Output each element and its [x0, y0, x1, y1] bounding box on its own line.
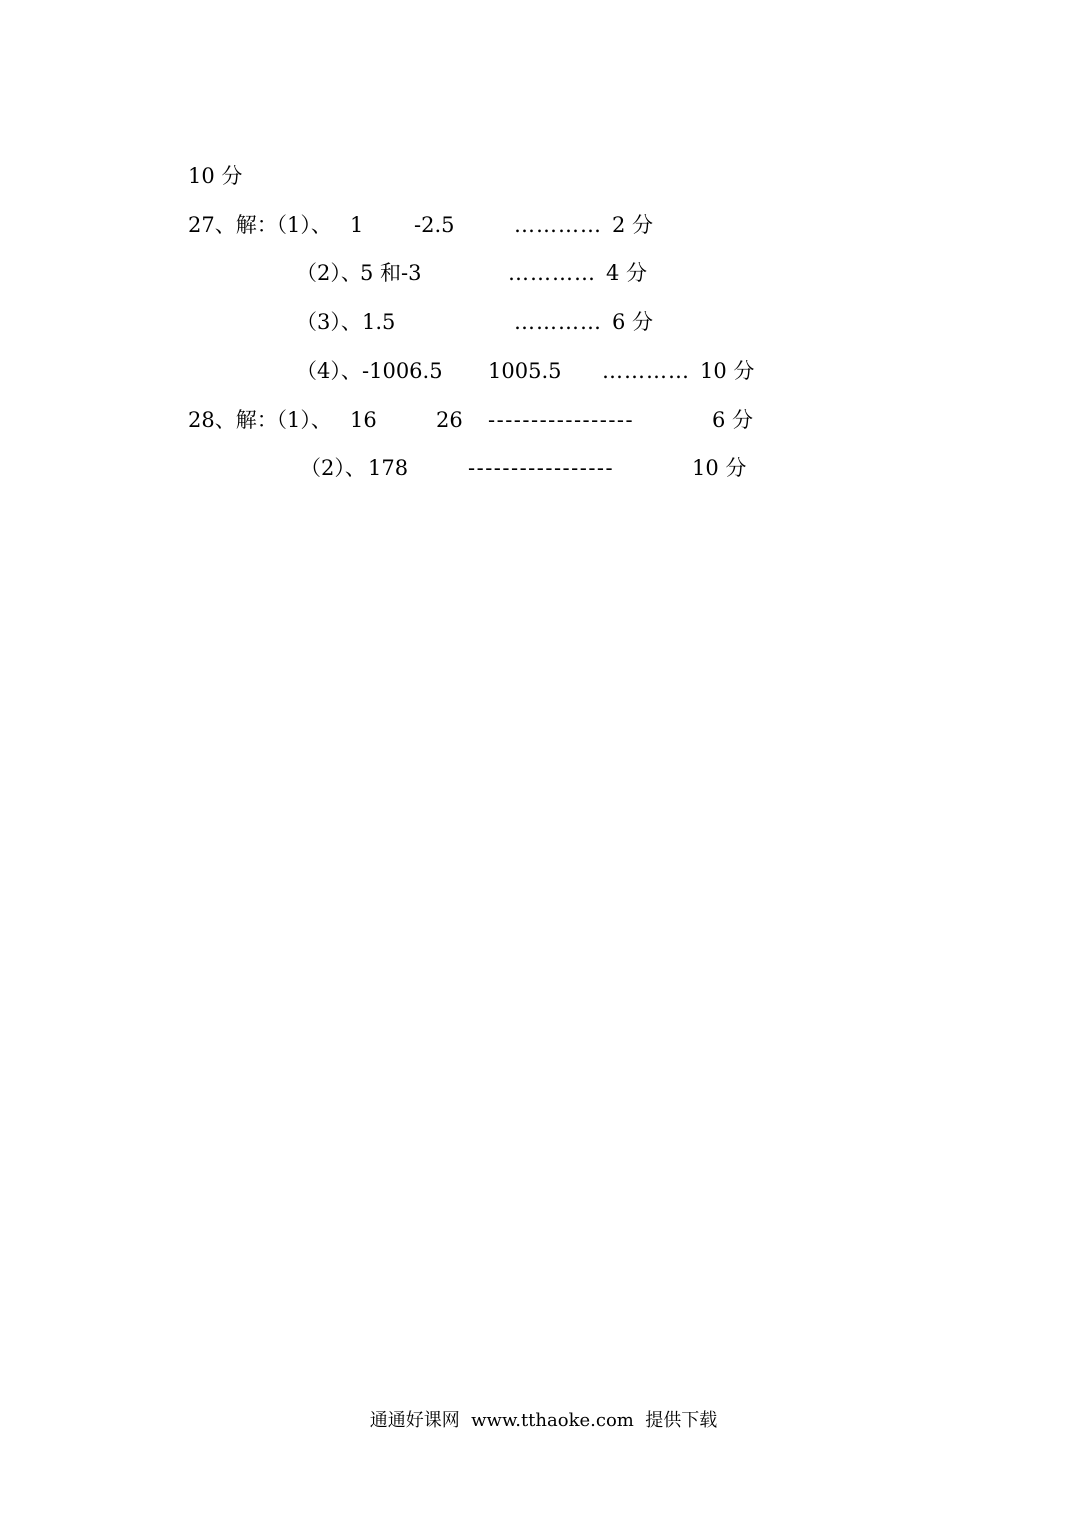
- q27-part3-leader: …………: [514, 310, 602, 334]
- q27-part4-row: [188, 357, 808, 385]
- q27-label: 27、解：: [188, 213, 278, 237]
- q28-part1-score: 6 分: [712, 408, 754, 432]
- q27-part1-number: （1）、: [266, 213, 332, 237]
- q28-label: 28、解：: [188, 408, 278, 432]
- q27-part4-number: （4）、: [296, 359, 362, 383]
- q28-part2-answer-1: 178: [368, 456, 409, 480]
- q27-part3-number: （3）、: [296, 310, 362, 334]
- q27-part1-row: [188, 211, 788, 239]
- q27-part3-row: [188, 308, 788, 336]
- q28-part2-leader: -----------------: [468, 456, 615, 480]
- page-footer: 通通好课网 www.tthaoke.com 提供下载: [369, 1410, 718, 1431]
- q28-part1-row: [188, 406, 808, 434]
- q27-part4-answer-1: -1006.5: [362, 359, 443, 383]
- q27-part2-leader: …………: [508, 261, 596, 285]
- q28-part1-answer-1: 16: [350, 408, 377, 432]
- carryover-score-text: 10 分: [188, 164, 243, 188]
- q27-part4-leader: …………: [602, 359, 690, 383]
- q27-part2-row: [188, 259, 788, 287]
- q27-part2-number: （2）、: [296, 261, 362, 285]
- q27-part4-answer-2: 1005.5: [488, 359, 562, 383]
- q28-part1-leader: -----------------: [488, 408, 635, 432]
- q28-part2-number: （2）、: [300, 456, 366, 480]
- q27-part3-answer-1: 1.5: [362, 310, 396, 334]
- q27-part2-score: 4 分: [606, 261, 648, 285]
- q28-part2-score: 10 分: [692, 456, 747, 480]
- q27-part1-score: 2 分: [612, 213, 654, 237]
- q27-part1-leader: …………: [514, 213, 602, 237]
- q28-part1-number: （1）、: [266, 408, 332, 432]
- q27-part1-answer-1: 1: [350, 213, 364, 237]
- q27-part3-score: 6 分: [612, 310, 654, 334]
- q28-part2-row: [188, 454, 808, 482]
- q27-part1-answer-2: -2.5: [414, 213, 455, 237]
- q28-part1-answer-2: 26: [436, 408, 463, 432]
- q27-part2-answer-1: 5 和-3: [360, 261, 422, 285]
- q27-part4-score: 10 分: [700, 359, 755, 383]
